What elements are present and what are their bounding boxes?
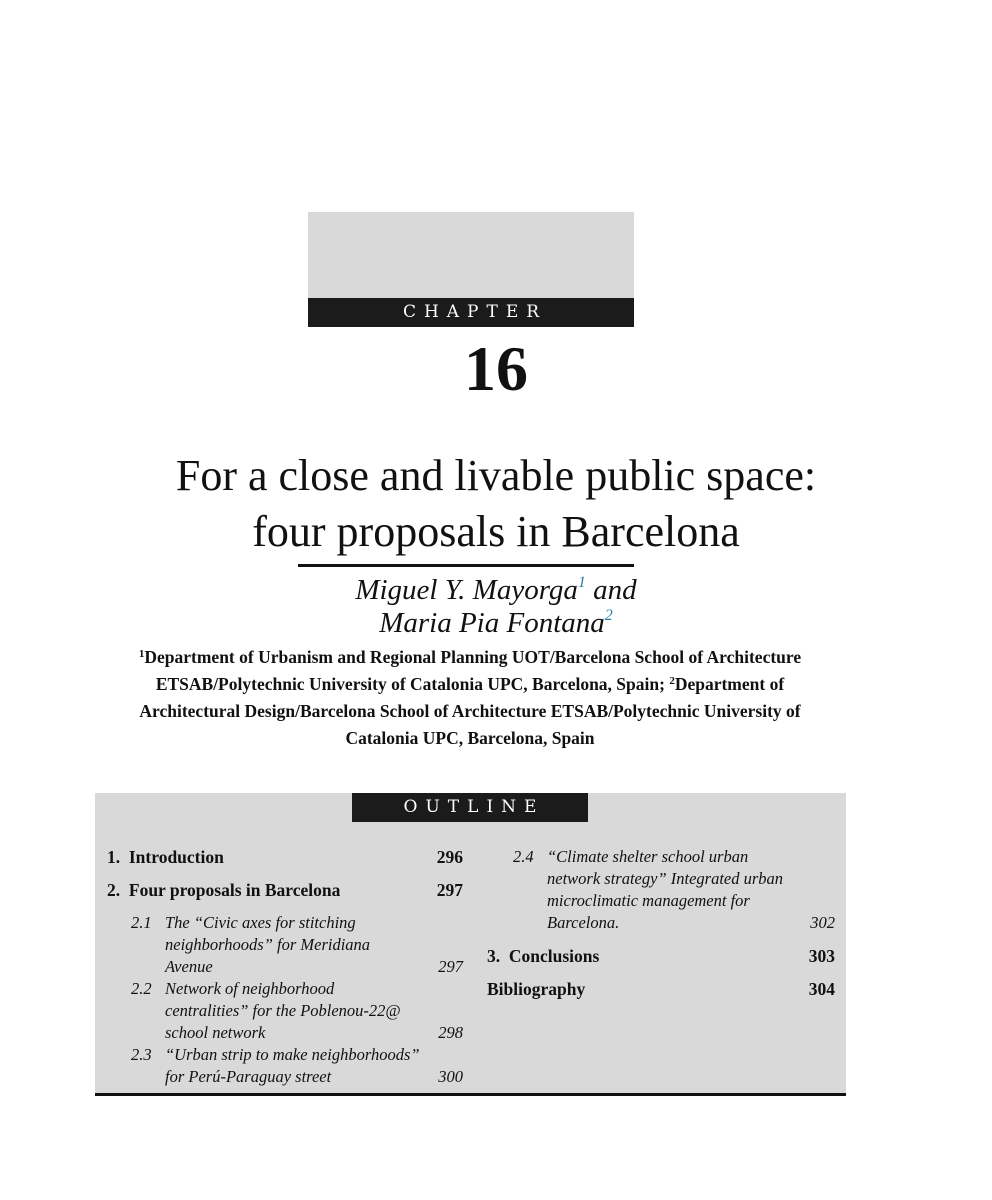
outline-entry[interactable]	[107, 846, 463, 868]
affiliation-1: Department of Urbanism and Regional Planning UOT/Barcelona School of Architecture ETSAB/Polytechnic University of Catalonia UPC, Barcelona, Spain;	[144, 647, 802, 694]
outline-subentry-line: network strategy” Integrated urban	[547, 869, 784, 888]
outline-subentry-number: 2.4	[513, 847, 534, 866]
outline-subentry-line: microclimatic management for	[547, 891, 750, 910]
outline-subentry-title	[547, 846, 795, 934]
outline-subentry-line: Barcelona.	[547, 913, 620, 932]
chapter-label: CHAPTER	[308, 298, 634, 327]
outline-entry[interactable]	[487, 978, 835, 1000]
outline-entry-label: Bibliography	[487, 979, 586, 999]
affiliation-mark: 2	[669, 675, 675, 687]
outline-subentry[interactable]	[131, 912, 463, 978]
outline-subentry-number: 2.2	[131, 979, 152, 998]
outline-subentry-line: Avenue	[165, 957, 213, 976]
outline-subentry[interactable]	[131, 978, 463, 1044]
outline-entry-label: 2. Four proposals in Barcelona	[107, 880, 341, 900]
outline-bottom-rule	[95, 1093, 846, 1096]
outline-left-column	[107, 846, 463, 1088]
outline-subentry-line: for Perú-Paraguay street	[165, 1067, 332, 1086]
outline-subentry-page: 297	[438, 957, 463, 976]
outline-subentry-line: centralities” for the Poblenou-22@	[165, 1001, 401, 1020]
outline-label: OUTLINE	[352, 793, 588, 822]
outline-entry-page: 297	[436, 880, 463, 900]
outline-subentry-title	[165, 978, 423, 1044]
outline-subentry-line: “Climate shelter school urban	[547, 847, 749, 866]
outline-subentry-number: 2.1	[131, 913, 152, 932]
outline-entry-label: 1. Introduction	[107, 847, 224, 867]
outline-entry-page: 303	[808, 946, 835, 966]
author-name: Miguel Y. Mayorga	[355, 574, 578, 606]
chapter-header-box	[308, 212, 634, 327]
chapter-number: 16	[464, 333, 528, 404]
outline-subentry-number: 2.3	[131, 1045, 152, 1064]
outline-subentry[interactable]	[513, 846, 835, 934]
chapter-title-line2: four proposals in Barcelona	[252, 507, 740, 556]
author-affiliation-mark[interactable]: 2	[604, 607, 613, 624]
outline-subentry-page: 298	[438, 1023, 463, 1042]
chapter-title-line1: For a close and livable public space:	[175, 451, 817, 500]
author-affiliation-mark[interactable]: 1	[577, 574, 586, 591]
title-divider	[298, 564, 634, 567]
affiliation-mark: 1	[138, 648, 145, 660]
outline-entry-page: 296	[436, 847, 463, 867]
affiliation-2: Department of Architectural Design/Barcelona School of Architecture ETSAB/Polytechnic University of Catalonia UPC, Barcelona, Spain	[139, 674, 801, 748]
chapter-title	[40, 448, 952, 560]
outline-subentry-line: The “Civic axes for stitching	[165, 913, 356, 932]
outline-subentry-line: school network	[165, 1023, 266, 1042]
outline-subentry-page: 300	[438, 1067, 463, 1086]
affiliation-text	[110, 644, 830, 752]
outline-right-column	[487, 846, 835, 1011]
outline-subentry-page: 302	[810, 913, 835, 932]
outline-subentry[interactable]	[131, 1044, 463, 1088]
outline-subentry-title	[165, 1044, 423, 1088]
outline-subentry-title	[165, 912, 423, 978]
outline-subentry-line: neighborhoods” for Meridiana	[165, 935, 371, 954]
outline-subentry-line: Network of neighborhood	[165, 979, 335, 998]
outline-entry-page: 304	[808, 979, 835, 999]
outline-entry-label: 3. Conclusions	[487, 946, 600, 966]
author-list	[0, 574, 992, 640]
author-conjunction: and	[585, 574, 637, 606]
outline-entry[interactable]	[487, 945, 835, 967]
outline-subentry-line: “Urban strip to make neighborhoods”	[165, 1045, 420, 1064]
author-name: Maria Pia Fontana	[379, 607, 605, 639]
outline-entry[interactable]	[107, 879, 463, 901]
